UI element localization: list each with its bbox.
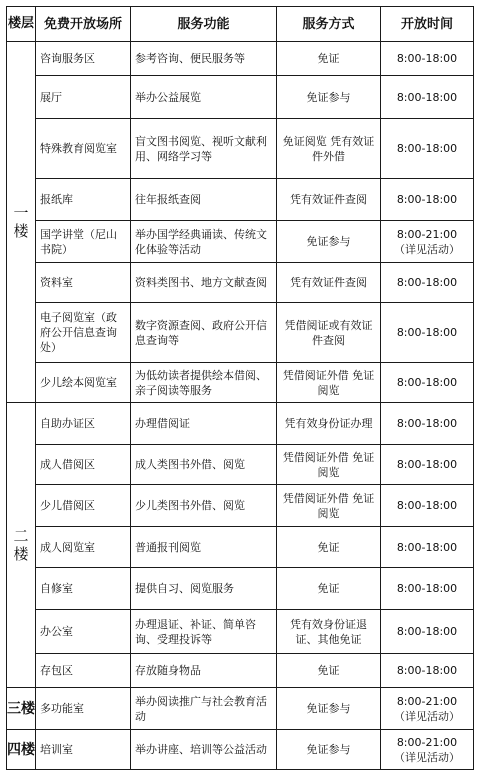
venue-cell: 培训室 <box>36 730 131 770</box>
mode-cell: 免证 <box>277 42 381 76</box>
venue-cell: 自助办证区 <box>36 403 131 445</box>
table-row <box>7 263 474 303</box>
venue-cell: 咨询服务区 <box>36 42 131 76</box>
mode-cell: 凭有效身份证退证、其他免证 <box>277 610 381 654</box>
hours-cell: 8:00-18:00 <box>381 568 474 610</box>
header-hours: 开放时间 <box>381 7 474 42</box>
mode-cell: 凭有效证件查阅 <box>277 263 381 303</box>
header-venue: 免费开放场所 <box>36 7 131 42</box>
hours-cell: 8:00-18:00 <box>381 445 474 485</box>
table-row <box>7 485 474 527</box>
table-row <box>7 179 474 221</box>
mode-cell: 免证 <box>277 527 381 568</box>
table-row <box>7 303 474 363</box>
mode-cell: 凭借阅证外借 免证阅览 <box>277 485 381 527</box>
header-floor: 楼层 <box>7 7 36 42</box>
table-row <box>7 76 474 119</box>
venue-cell: 办公室 <box>36 610 131 654</box>
hours-cell: 8:00-21:00 （详见活动） <box>381 688 474 730</box>
mode-cell: 免证阅览 凭有效证件外借 <box>277 119 381 179</box>
function-cell: 资料类图书、地方文献查阅 <box>131 263 277 303</box>
hours-cell: 8:00-18:00 <box>381 119 474 179</box>
venue-cell: 自修室 <box>36 568 131 610</box>
mode-cell: 免证参与 <box>277 688 381 730</box>
venue-cell: 展厅 <box>36 76 131 119</box>
function-cell: 普通报刊阅览 <box>131 527 277 568</box>
table-row <box>7 119 474 179</box>
hours-cell: 8:00-18:00 <box>381 485 474 527</box>
table-row <box>7 42 474 76</box>
venue-cell: 电子阅览室（政府公开信息查询处） <box>36 303 131 363</box>
table-row <box>7 730 474 770</box>
open-venues-table <box>6 6 474 770</box>
hours-cell: 8:00-21:00 （详见活动） <box>381 730 474 770</box>
hours-cell: 8:00-18:00 <box>381 303 474 363</box>
venue-cell: 成人阅览室 <box>36 527 131 568</box>
table-row <box>7 363 474 403</box>
venue-cell: 存包区 <box>36 654 131 688</box>
function-cell: 办理借阅证 <box>131 403 277 445</box>
function-cell: 参考咨询、便民服务等 <box>131 42 277 76</box>
table-row <box>7 445 474 485</box>
function-cell: 提供自习、阅览服务 <box>131 568 277 610</box>
mode-cell: 凭有效证件查阅 <box>277 179 381 221</box>
floor-label-2: 二楼 <box>7 403 36 688</box>
function-cell: 举办国学经典诵读、传统文化体验等活动 <box>131 221 277 263</box>
table-row <box>7 610 474 654</box>
function-cell: 盲文图书阅览、视听文献利用、网络学习等 <box>131 119 277 179</box>
table-row <box>7 403 474 445</box>
mode-cell: 免证 <box>277 568 381 610</box>
mode-cell: 免证参与 <box>277 76 381 119</box>
function-cell: 举办公益展览 <box>131 76 277 119</box>
function-cell: 为低幼读者提供绘本借阅、亲子阅读等服务 <box>131 363 277 403</box>
hours-cell: 8:00-18:00 <box>381 527 474 568</box>
hours-cell: 8:00-18:00 <box>381 76 474 119</box>
function-cell: 成人类图书外借、阅览 <box>131 445 277 485</box>
hours-cell: 8:00-21:00 （详见活动） <box>381 221 474 263</box>
function-cell: 举办讲座、培训等公益活动 <box>131 730 277 770</box>
mode-cell: 凭借阅证或有效证件查阅 <box>277 303 381 363</box>
function-cell: 举办阅读推广与社会教育活动 <box>131 688 277 730</box>
hours-cell: 8:00-18:00 <box>381 654 474 688</box>
table-row <box>7 568 474 610</box>
hours-cell: 8:00-18:00 <box>381 610 474 654</box>
mode-cell: 凭借阅证外借 免证阅览 <box>277 445 381 485</box>
hours-cell: 8:00-18:00 <box>381 403 474 445</box>
function-cell: 存放随身物品 <box>131 654 277 688</box>
floor-label-3: 三楼 <box>7 688 36 730</box>
header-mode: 服务方式 <box>277 7 381 42</box>
table-row <box>7 221 474 263</box>
function-cell: 往年报纸查阅 <box>131 179 277 221</box>
header-row <box>7 7 474 42</box>
function-cell: 数字资源查阅、政府公开信息查询等 <box>131 303 277 363</box>
mode-cell: 免证参与 <box>277 730 381 770</box>
venue-cell: 国学讲堂（尼山书院） <box>36 221 131 263</box>
mode-cell: 免证 <box>277 654 381 688</box>
hours-cell: 8:00-18:00 <box>381 263 474 303</box>
header-function: 服务功能 <box>131 7 277 42</box>
mode-cell: 免证参与 <box>277 221 381 263</box>
table-row <box>7 527 474 568</box>
venue-cell: 多功能室 <box>36 688 131 730</box>
floor-label-4: 四楼 <box>7 730 36 770</box>
hours-cell: 8:00-18:00 <box>381 42 474 76</box>
floor-label-1: 一楼 <box>7 42 36 403</box>
mode-cell: 凭有效身份证办理 <box>277 403 381 445</box>
function-cell: 办理退证、补证、简单咨询、受理投诉等 <box>131 610 277 654</box>
mode-cell: 凭借阅证外借 免证阅览 <box>277 363 381 403</box>
venue-cell: 资料室 <box>36 263 131 303</box>
table-row <box>7 688 474 730</box>
table-row <box>7 654 474 688</box>
hours-cell: 8:00-18:00 <box>381 179 474 221</box>
function-cell: 少儿类图书外借、阅览 <box>131 485 277 527</box>
venue-cell: 成人借阅区 <box>36 445 131 485</box>
venue-cell: 少儿绘本阅览室 <box>36 363 131 403</box>
hours-cell: 8:00-18:00 <box>381 363 474 403</box>
venue-cell: 特殊教育阅览室 <box>36 119 131 179</box>
venue-cell: 报纸库 <box>36 179 131 221</box>
venue-cell: 少儿借阅区 <box>36 485 131 527</box>
